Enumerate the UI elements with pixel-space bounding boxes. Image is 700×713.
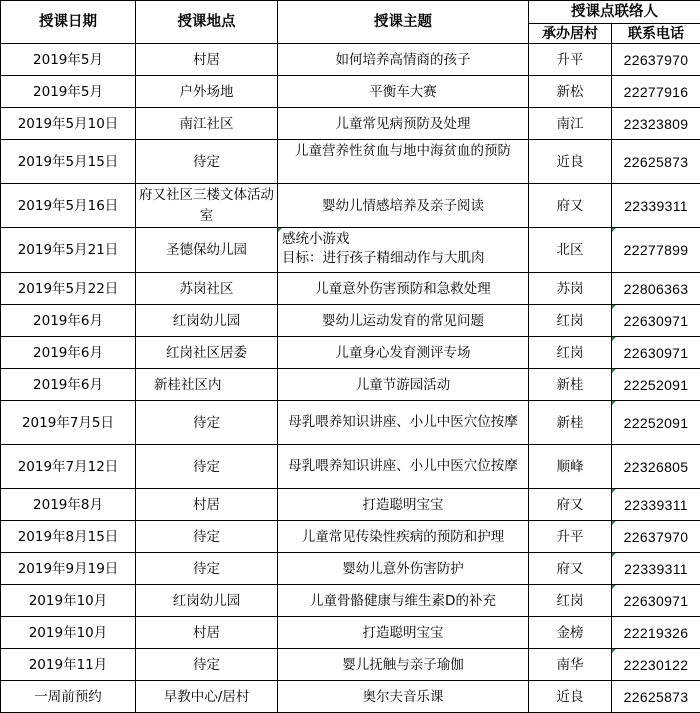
cell-location: 红岗社区居委	[136, 337, 278, 369]
cell-topic: 母乳喂养知识讲座、小儿中医穴位按摩	[278, 401, 529, 445]
cell-topic: 婴幼儿运动发育的常见问题	[278, 305, 529, 337]
cell-phone: 22219326	[612, 617, 700, 649]
table-row	[1, 445, 700, 489]
table-row	[1, 649, 700, 681]
header-topic: 授课主题	[278, 1, 529, 44]
cell-phone: 22252091	[612, 369, 700, 401]
cell-phone: 22323809	[612, 108, 700, 140]
header-village: 承办居村	[529, 24, 612, 44]
cell-phone: 22630971	[612, 585, 700, 617]
cell-phone: 22339311	[612, 489, 700, 521]
cell-village: 升平	[529, 521, 612, 553]
cell-location: 红岗幼儿园	[136, 585, 278, 617]
cell-location: 待定	[136, 445, 278, 489]
cell-phone: 22230122	[612, 649, 700, 681]
cell-date: 2019年6月	[1, 337, 136, 369]
cell-village: 升平	[529, 44, 612, 76]
cell-topic: 儿童节游园活动	[278, 369, 529, 401]
cell-topic: 婴儿抚触与亲子瑜伽	[278, 649, 529, 681]
cell-date: 2019年5月10日	[1, 108, 136, 140]
table-row	[1, 228, 700, 273]
table-row	[1, 681, 700, 713]
cell-topic: 儿童常见传染性疾病的预防和护理	[278, 521, 529, 553]
cell-village: 北区	[529, 228, 612, 273]
cell-topic: 母乳喂养知识讲座、小儿中医穴位按摩	[278, 445, 529, 489]
table-row	[1, 369, 700, 401]
cell-topic-text: 儿童营养性贫血与地中海贫血的预防	[278, 140, 528, 183]
cell-topic	[278, 228, 529, 273]
cell-phone: 22277916	[612, 76, 700, 108]
cell-phone: 22339311	[612, 184, 700, 228]
table-row	[1, 44, 700, 76]
table-row	[1, 337, 700, 369]
table-row	[1, 617, 700, 649]
cell-date: 一周前预约	[1, 681, 136, 713]
cell-location: 府又社区三楼文体活动室	[136, 184, 278, 228]
table-row	[1, 489, 700, 521]
cell-location: 待定	[136, 649, 278, 681]
cell-location: 苏岗社区	[136, 273, 278, 305]
cell-topic: 儿童骨骼健康与维生素D的补充	[278, 585, 529, 617]
cell-date: 2019年8月	[1, 489, 136, 521]
cell-date: 2019年10月	[1, 585, 136, 617]
cell-location: 待定	[136, 521, 278, 553]
cell-village: 新桂	[529, 401, 612, 445]
cell-location: 村居	[136, 44, 278, 76]
cell-village: 红岗	[529, 337, 612, 369]
cell-location: 早教中心/居村	[136, 681, 278, 713]
cell-topic: 儿童意外伤害预防和急救处理	[278, 273, 529, 305]
cell-topic: 如何培养高情商的孩子	[278, 44, 529, 76]
table-row	[1, 184, 700, 228]
cell-date: 2019年7月12日	[1, 445, 136, 489]
cell-date: 2019年8月15日	[1, 521, 136, 553]
cell-location: 待定	[136, 401, 278, 445]
cell-phone: 22277899	[612, 228, 700, 273]
header-contact-group: 授课点联络人	[529, 1, 700, 24]
cell-location: 待定	[136, 553, 278, 585]
table-row	[1, 273, 700, 305]
cell-date: 2019年10月	[1, 617, 136, 649]
cell-location: 村居	[136, 617, 278, 649]
cell-date: 2019年11月	[1, 649, 136, 681]
cell-phone: 22252091	[612, 401, 700, 445]
cell-topic: 打造聪明宝宝	[278, 489, 529, 521]
cell-village: 近良	[529, 681, 612, 713]
cell-village: 南江	[529, 108, 612, 140]
cell-date: 2019年6月	[1, 305, 136, 337]
cell-topic: 儿童常见病预防及处理	[278, 108, 529, 140]
cell-date: 2019年5月16日	[1, 184, 136, 228]
table-row	[1, 401, 700, 445]
table-row	[1, 521, 700, 553]
cell-location: 圣德保幼儿园	[136, 228, 278, 273]
cell-village: 府又	[529, 184, 612, 228]
cell-location: 南江社区	[136, 108, 278, 140]
cell-topic: 婴幼儿情感培养及亲子阅读	[278, 184, 529, 228]
cell-topic-text: 感统小游戏 目标：进行孩子精细动作与大肌肉	[278, 228, 528, 272]
cell-phone: 22630971	[612, 305, 700, 337]
cell-village: 新松	[529, 76, 612, 108]
cell-topic: 儿童身心发育测评专场	[278, 337, 529, 369]
cell-village: 金榜	[529, 617, 612, 649]
header-phone: 联系电话	[612, 24, 700, 44]
cell-village: 顺峰	[529, 445, 612, 489]
cell-location: 待定	[136, 140, 278, 184]
table-row	[1, 108, 700, 140]
cell-phone: 22637970	[612, 521, 700, 553]
header-date: 授课日期	[1, 1, 136, 44]
cell-date: 2019年6月	[1, 369, 136, 401]
cell-date: 2019年9月19日	[1, 553, 136, 585]
cell-topic: 奥尔夫音乐课	[278, 681, 529, 713]
cell-location: 户外场地	[136, 76, 278, 108]
table-row	[1, 585, 700, 617]
cell-village: 苏岗	[529, 273, 612, 305]
cell-village: 府又	[529, 553, 612, 585]
cell-phone: 22625873	[612, 681, 700, 713]
cell-village: 新桂	[529, 369, 612, 401]
cell-village: 红岗	[529, 585, 612, 617]
cell-village: 府又	[529, 489, 612, 521]
cell-date: 2019年5月15日	[1, 140, 136, 184]
cell-date: 2019年5月22日	[1, 273, 136, 305]
cell-location: 村居	[136, 489, 278, 521]
table-row	[1, 76, 700, 108]
cell-village: 红岗	[529, 305, 612, 337]
cell-date: 2019年5月21日	[1, 228, 136, 273]
cell-topic	[278, 140, 529, 184]
cell-date: 2019年5月	[1, 76, 136, 108]
table-header-row	[1, 1, 700, 24]
cell-phone: 22326805	[612, 445, 700, 489]
cell-phone: 22806363	[612, 273, 700, 305]
cell-location: 红岗幼儿园	[136, 305, 278, 337]
cell-topic: 婴幼儿意外伤害防护	[278, 553, 529, 585]
cell-village: 近良	[529, 140, 612, 184]
cell-village: 南华	[529, 649, 612, 681]
header-location: 授课地点	[136, 1, 278, 44]
cell-location: 新桂社区内	[136, 369, 278, 401]
cell-date: 2019年5月	[1, 44, 136, 76]
cell-phone: 22625873	[612, 140, 700, 184]
cell-topic: 打造聪明宝宝	[278, 617, 529, 649]
table-row	[1, 305, 700, 337]
cell-topic: 平衡车大赛	[278, 76, 529, 108]
table-row	[1, 553, 700, 585]
cell-phone: 22339311	[612, 553, 700, 585]
cell-phone: 22637970	[612, 44, 700, 76]
cell-phone: 22630971	[612, 337, 700, 369]
cell-date: 2019年7月5日	[1, 401, 136, 445]
table-row	[1, 140, 700, 184]
